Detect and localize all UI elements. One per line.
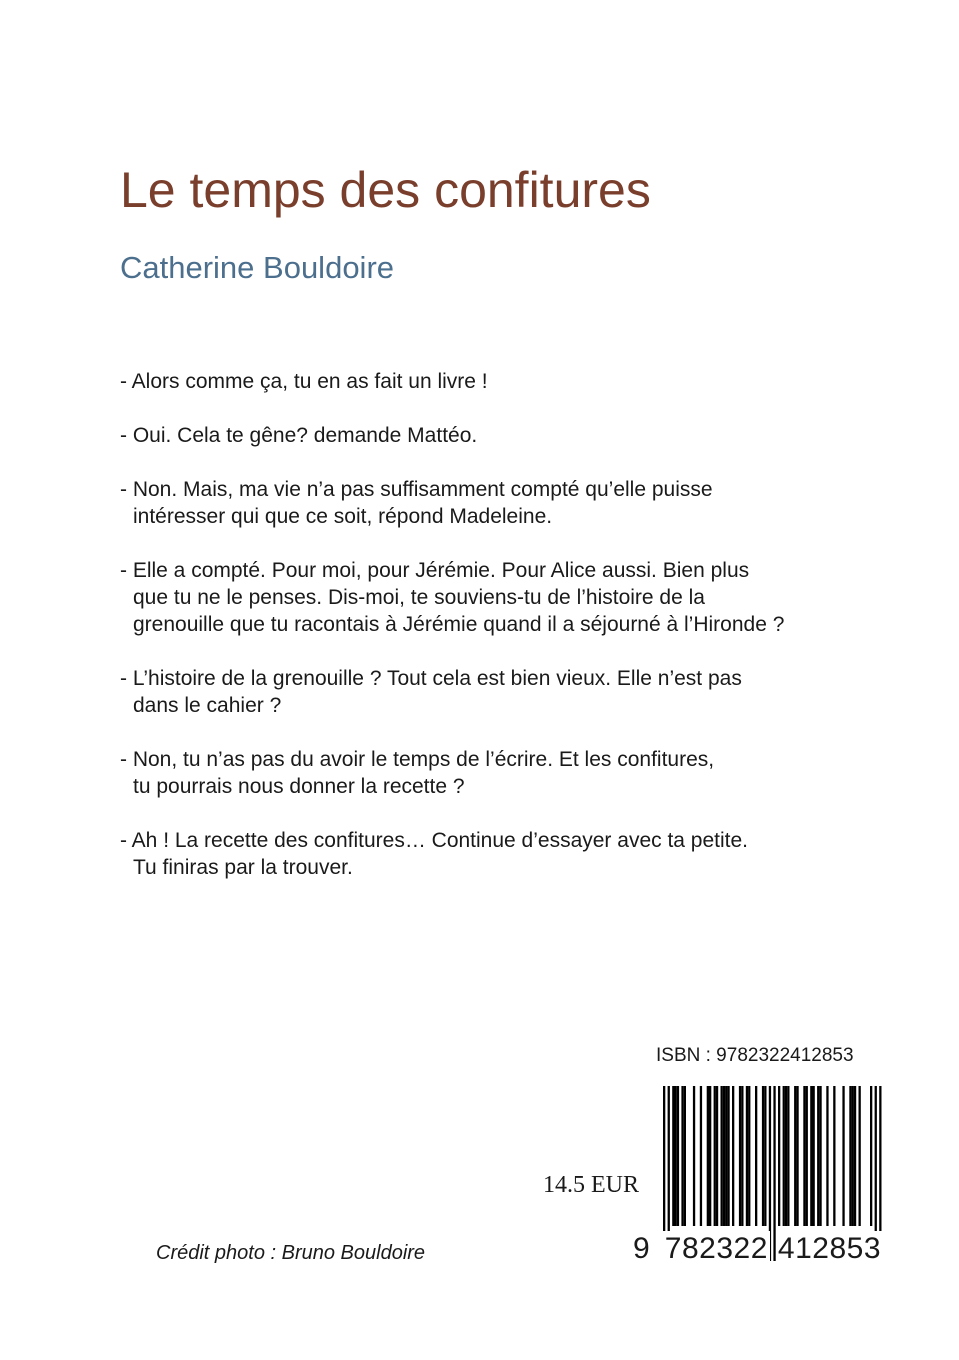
barcode-digits	[633, 1231, 883, 1267]
barcode-bar	[748, 1086, 750, 1226]
dialogue-paragraph	[120, 746, 880, 800]
dialogue-line: dans le cahier ?	[133, 694, 282, 717]
barcode-bar	[714, 1086, 716, 1226]
barcode-bar	[819, 1086, 821, 1226]
barcode-bar	[852, 1086, 854, 1226]
barcode-bar	[672, 1086, 674, 1226]
barcode-bar	[684, 1086, 686, 1226]
book-author: Catherine Bouldoire	[120, 250, 395, 285]
barcode-bar	[785, 1086, 787, 1226]
dialogue-line: - Non. Mais, ma vie n’a pas suffisamment compté qu’elle puisse	[120, 478, 713, 501]
dialogue-paragraph	[120, 827, 880, 881]
barcode-bar	[727, 1086, 729, 1226]
barcode-bar	[826, 1086, 828, 1226]
dialogue-line: intéresser qui que ce soit, répond Madeleine.	[133, 505, 553, 528]
barcode-bar	[778, 1086, 780, 1226]
barcode-bar	[870, 1086, 872, 1226]
barcode-bar	[681, 1086, 683, 1226]
barcode-bar	[842, 1086, 844, 1226]
dialogue-excerpt	[120, 368, 880, 908]
barcode-first-digit: 9	[633, 1232, 650, 1265]
barcode-bar	[739, 1086, 741, 1226]
barcode-bar	[677, 1086, 679, 1226]
dialogue-line: - Non, tu n’as pas du avoir le temps de l’écrire. Et les confitures,	[120, 748, 715, 771]
dialogue-line: - Elle a compté. Pour moi, pour Jérémie. Pour Alice aussi. Bien plus	[120, 559, 750, 582]
barcode-bar	[859, 1086, 861, 1226]
barcode-bar	[817, 1086, 819, 1226]
barcode-bar	[746, 1086, 748, 1226]
dialogue-line: - Oui. Cela te gêne? demande Mattéo.	[120, 424, 478, 447]
dialogue-line: que tu ne le penses. Dis-moi, te souviens-tu de l’histoire de la	[133, 586, 705, 609]
dialogue-paragraph	[120, 368, 880, 395]
barcode-bar	[854, 1086, 856, 1226]
dialogue-line: Tu finiras par la trouver.	[133, 856, 353, 879]
barcode-bar	[783, 1086, 785, 1226]
barcode-bar	[803, 1086, 805, 1226]
dialogue-line: - Ah ! La recette des confitures… Continue d’essayer avec ta petite.	[120, 829, 749, 852]
book-title: Le temps des confitures	[120, 162, 651, 218]
barcode-bar	[794, 1086, 796, 1226]
dialogue-line: grenouille que tu racontais à Jérémie quand il a séjourné à l’Hironde ?	[133, 613, 785, 636]
barcode-right-group: 412853	[777, 1232, 881, 1265]
dialogue-line: - Alors comme ça, tu en as fait un livre !	[120, 370, 488, 393]
barcode-bar	[762, 1086, 764, 1226]
barcode-bar	[700, 1086, 702, 1226]
barcode-bar	[732, 1086, 734, 1226]
dialogue-line: - L’histoire de la grenouille ? Tout cela est bien vieux. Elle n’est pas	[120, 667, 742, 690]
barcode-bar	[675, 1086, 677, 1226]
barcode-bar	[741, 1086, 743, 1226]
barcode-bar	[725, 1086, 727, 1226]
barcode-bar	[849, 1086, 851, 1226]
dialogue-paragraph	[120, 476, 880, 530]
barcode-bar	[707, 1086, 709, 1226]
barcode-bar	[721, 1086, 723, 1226]
isbn-label: ISBN : 9782322412853	[656, 1045, 854, 1066]
dialogue-line: tu pourrais nous donner la recette ?	[133, 775, 465, 798]
dialogue-paragraph	[120, 422, 880, 449]
barcode-bar	[787, 1086, 789, 1226]
barcode-bar	[806, 1086, 808, 1226]
barcode-left-group: 782322	[664, 1232, 768, 1265]
barcode-bar	[796, 1086, 798, 1226]
barcode-bar	[833, 1086, 835, 1226]
barcode-bar	[810, 1086, 812, 1226]
barcode-bar	[813, 1086, 815, 1226]
barcode-bar	[764, 1086, 766, 1226]
barcode-bar	[755, 1086, 757, 1226]
photo-credit: Crédit photo : Bruno Bouldoire	[156, 1242, 426, 1264]
barcode-bar	[709, 1086, 711, 1226]
barcode-bar	[693, 1086, 695, 1226]
dialogue-paragraph	[120, 665, 880, 719]
dialogue-paragraph	[120, 557, 880, 638]
barcode-bar	[723, 1086, 725, 1226]
price-label: 14.5 EUR	[543, 1172, 639, 1198]
barcode-bar	[716, 1086, 718, 1226]
